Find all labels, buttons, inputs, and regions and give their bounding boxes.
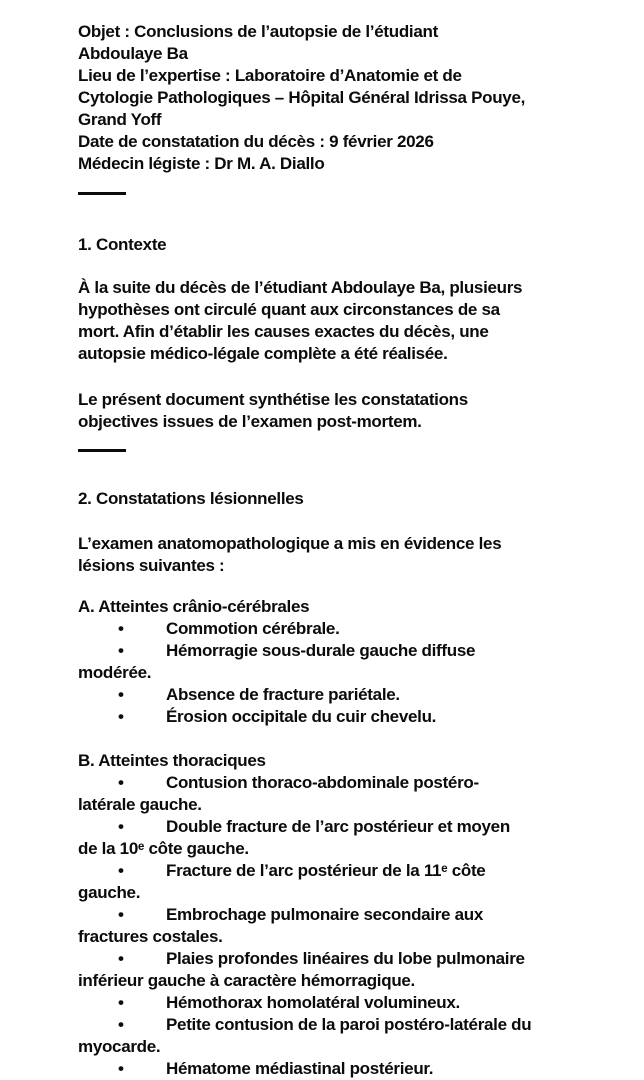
paragraph-line: lésions suivantes : <box>78 556 225 575</box>
paragraph-line: autopsie médico-légale complète a été réalisée. <box>78 344 448 363</box>
bullet-icon: • <box>118 685 124 704</box>
header-line: Cytologie Pathologiques – Hôpital Général Idrissa Pouye, <box>78 88 526 107</box>
header-line: Grand Yoff <box>78 110 162 129</box>
subsection-b <box>78 750 626 1080</box>
divider <box>78 449 126 452</box>
bullet-icon: • <box>118 773 124 792</box>
paragraph-line: À la suite du décès de l’étudiant Abdoulaye Ba, plusieurs <box>78 278 523 297</box>
bullet-text: Contusion thoraco-abdominale postéro- <box>166 773 479 792</box>
bullet-continuation: de la 10ᵉ côte gauche. <box>78 839 249 858</box>
paragraph-line: Le présent document synthétise les constatations <box>78 390 468 409</box>
bullet-text: Double fracture de l’arc postérieur et moyen <box>166 817 510 836</box>
paragraph-line: mort. Afin d’établir les causes exactes du décès, une <box>78 322 489 341</box>
bullet-icon: • <box>118 619 124 638</box>
document-header <box>78 21 626 175</box>
bullet-item <box>78 1014 626 1036</box>
header-line: Médecin légiste : Dr M. A. Diallo <box>78 154 325 173</box>
bullet-icon: • <box>118 817 124 836</box>
bullet-icon: • <box>118 707 124 726</box>
bullet-text: Petite contusion de la paroi postéro-latérale du <box>166 1015 532 1034</box>
paragraph-line: objectives issues de l’examen post-mortem. <box>78 412 422 431</box>
bullet-icon: • <box>118 861 124 880</box>
bullet-text: Hémothorax homolatéral volumineux. <box>166 993 460 1012</box>
bullet-text: Commotion cérébrale. <box>166 619 340 638</box>
header-line: Lieu de l’expertise : Laboratoire d’Anatomie et de <box>78 66 462 85</box>
bullet-continuation: modérée. <box>78 663 152 682</box>
bullet-text: Érosion occipitale du cuir chevelu. <box>166 707 437 726</box>
bullet-item <box>78 684 626 706</box>
subsection-a-heading: A. Atteintes crânio-cérébrales <box>78 597 310 616</box>
header-line: Abdoulaye Ba <box>78 44 188 63</box>
subsection-a <box>78 596 626 728</box>
bullet-continuation: fractures costales. <box>78 927 223 946</box>
bullet-continuation: myocarde. <box>78 1037 161 1056</box>
bullet-icon: • <box>118 1059 124 1078</box>
subsection-b-heading: B. Atteintes thoraciques <box>78 751 266 770</box>
bullet-item <box>78 640 626 662</box>
bullet-item <box>78 772 626 794</box>
paragraph-line: L’examen anatomopathologique a mis en évidence les <box>78 534 502 553</box>
divider <box>78 192 126 195</box>
bullet-continuation: gauche. <box>78 883 141 902</box>
bullet-icon: • <box>118 641 124 660</box>
bullet-text: Hématome médiastinal postérieur. <box>166 1059 434 1078</box>
bullet-text: Plaies profondes linéaires du lobe pulmonaire <box>166 949 525 968</box>
bullet-continuation: inférieur gauche à caractère hémorragique. <box>78 971 415 990</box>
header-line: Objet : Conclusions de l’autopsie de l’étudiant <box>78 22 438 41</box>
bullet-text: Embrochage pulmonaire secondaire aux <box>166 905 484 924</box>
bullet-item <box>78 1058 626 1080</box>
bullet-item <box>78 904 626 926</box>
bullet-icon: • <box>118 905 124 924</box>
bullet-icon: • <box>118 993 124 1012</box>
bullet-item <box>78 618 626 640</box>
bullet-item <box>78 706 626 728</box>
paragraph-intro <box>78 533 626 577</box>
paragraph-line: hypothèses ont circulé quant aux circonstances de sa <box>78 300 500 319</box>
bullet-item <box>78 860 626 882</box>
bullet-icon: • <box>118 1015 124 1034</box>
bullet-text: Absence de fracture pariétale. <box>166 685 400 704</box>
bullet-icon: • <box>118 949 124 968</box>
bullet-item <box>78 948 626 970</box>
bullet-text: Hémorragie sous-durale gauche diffuse <box>166 641 476 660</box>
bullet-continuation: latérale gauche. <box>78 795 202 814</box>
section-2-heading: 2. Constatations lésionnelles <box>78 489 304 508</box>
bullet-item <box>78 992 626 1014</box>
section-1-heading: 1. Contexte <box>78 235 167 254</box>
bullet-text: Fracture de l’arc postérieur de la 11ᵉ côte <box>166 861 486 880</box>
header-line: Date de constatation du décès : 9 février 2026 <box>78 132 434 151</box>
bullet-item <box>78 816 626 838</box>
paragraph-summary <box>78 389 626 433</box>
paragraph-context <box>78 277 626 365</box>
